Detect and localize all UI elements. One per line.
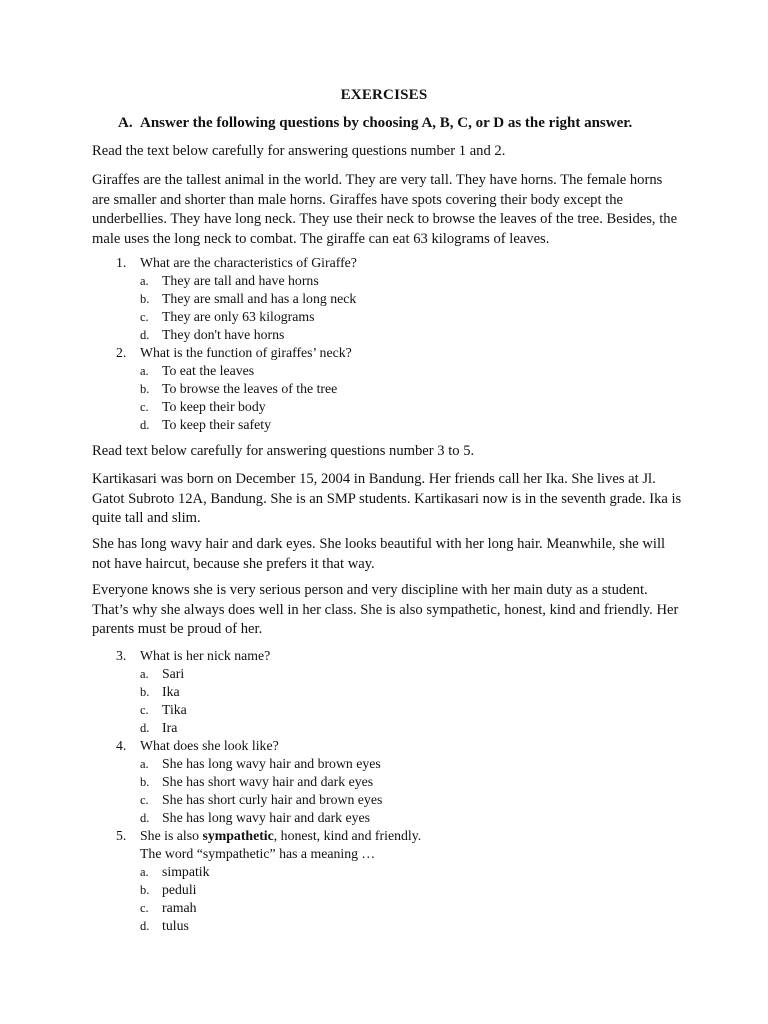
section-a-letter: A.: [118, 115, 133, 131]
question-number: 1.: [116, 255, 127, 270]
question-text-post: , honest, kind and friendly.: [273, 828, 422, 843]
question-text-line2: The word “sympathetic” has a meaning …: [140, 846, 376, 861]
q2-option-a: [140, 362, 254, 380]
question-3: [116, 647, 270, 665]
option-text: They don't have horns: [162, 327, 285, 342]
q4-option-d: [140, 809, 370, 827]
option-letter: c.: [140, 793, 149, 807]
question-2: [116, 344, 352, 362]
option-text: Ira: [162, 720, 178, 735]
q1-option-a: [140, 272, 319, 290]
question-text-pre: She is also: [140, 828, 203, 843]
option-letter: a.: [140, 667, 149, 681]
intro-1: Read the text below carefully for answering questions number 1 and 2.: [92, 143, 506, 159]
question-4: [116, 737, 279, 755]
q2-option-d: [140, 416, 271, 434]
option-letter: d.: [140, 328, 150, 342]
q4-option-a: [140, 755, 381, 773]
option-letter: c.: [140, 310, 149, 324]
option-letter: a.: [140, 757, 149, 771]
option-letter: a.: [140, 364, 149, 378]
option-letter: a.: [140, 865, 149, 879]
option-text: To keep their safety: [162, 417, 271, 432]
q4-option-c: [140, 791, 382, 809]
section-a-text: Answer the following questions by choosing A, B, C, or D as the right answer.: [140, 115, 633, 131]
reading-text-kartikasari-p3: Everyone knows she is very serious person and very discipline with her main duty as a student. That’s why she always does well in her class. She is also sympathetic, honest, kind and friendly. Her parents must be proud of her.: [92, 582, 679, 637]
reading-text-kartikasari-p2: She has long wavy hair and dark eyes. She looks beautiful with her long hair. Meanwhile, she will not have haircut, because she prefers it that way.: [92, 536, 666, 572]
intro-2: Read text below carefully for answering questions number 3 to 5.: [92, 443, 475, 459]
q1-option-d: [140, 326, 284, 344]
option-text: simpatik: [162, 864, 210, 879]
option-letter: c.: [140, 400, 149, 414]
option-letter: d.: [140, 919, 150, 933]
option-text: To browse the leaves of the tree: [162, 381, 338, 396]
page-title: EXERCISES: [340, 87, 428, 103]
option-letter: c.: [140, 703, 149, 717]
option-text: They are only 63 kilograms: [162, 309, 315, 324]
question-keyword: sympathetic: [202, 828, 274, 843]
question-text: What is the function of giraffes’ neck?: [140, 345, 352, 360]
option-text: They are tall and have horns: [162, 273, 319, 288]
q5-option-d: [140, 917, 189, 935]
option-text: She has long wavy hair and brown eyes: [162, 756, 381, 771]
q5-option-b: [140, 881, 197, 899]
option-letter: b.: [140, 685, 150, 699]
option-letter: b.: [140, 292, 150, 306]
option-text: tulus: [162, 918, 189, 933]
q2-option-c: [140, 398, 266, 416]
option-letter: a.: [140, 274, 149, 288]
option-text: To keep their body: [162, 399, 266, 414]
option-letter: b.: [140, 883, 150, 897]
option-text: She has long wavy hair and dark eyes: [162, 810, 371, 825]
question-number: 3.: [116, 648, 127, 663]
q5-option-a: [140, 863, 210, 881]
option-letter: b.: [140, 775, 150, 789]
question-number: 5.: [116, 828, 127, 843]
q4-option-b: [140, 773, 373, 791]
reading-text-giraffe: Giraffes are the tallest animal in the world. They are very tall. They have horns. The female horns are smaller and shorter than male horns. Giraffes have spots covering their body except the underbellies. They have long neck. They use their neck to browse the leaves of the tree. Besides, the male uses the long neck to combat. The giraffe can eat 63 kilograms of leaves.: [92, 172, 678, 247]
option-letter: d.: [140, 418, 150, 432]
option-letter: d.: [140, 811, 150, 825]
option-text: Ika: [162, 684, 180, 699]
option-text: To eat the leaves: [162, 363, 255, 378]
question-number: 4.: [116, 738, 127, 753]
q3-option-d: [140, 719, 177, 737]
option-text: ramah: [162, 900, 197, 915]
option-text: She has short curly hair and brown eyes: [162, 792, 383, 807]
option-text: They are small and has a long neck: [162, 291, 357, 306]
q3-option-b: [140, 683, 180, 701]
question-text: What is her nick name?: [140, 648, 271, 663]
option-letter: c.: [140, 901, 149, 915]
q5-option-c: [140, 899, 196, 917]
question-1: [116, 254, 357, 272]
option-text: peduli: [162, 882, 197, 897]
question-text: What are the characteristics of Giraffe?: [140, 255, 357, 270]
q3-option-a: [140, 665, 184, 683]
question-text: What does she look like?: [140, 738, 279, 753]
option-text: Tika: [162, 702, 187, 717]
reading-text-kartikasari-p1: Kartikasari was born on December 15, 2004 in Bandung. Her friends call her Ika. She lives at Jl. Gatot Subroto 12A, Bandung. She is an SMP students. Kartikasari now is in the seventh grade. Ika is quite tall and slim.: [92, 471, 682, 526]
q3-option-c: [140, 701, 187, 719]
section-a-instruction: [118, 115, 632, 132]
option-letter: b.: [140, 382, 150, 396]
option-text: She has short wavy hair and dark eyes: [162, 774, 374, 789]
q1-option-c: [140, 308, 315, 326]
option-letter: d.: [140, 721, 150, 735]
question-number: 2.: [116, 345, 127, 360]
option-text: Sari: [162, 666, 185, 681]
q2-option-b: [140, 380, 337, 398]
q1-option-b: [140, 290, 356, 308]
question-5: [116, 827, 421, 863]
